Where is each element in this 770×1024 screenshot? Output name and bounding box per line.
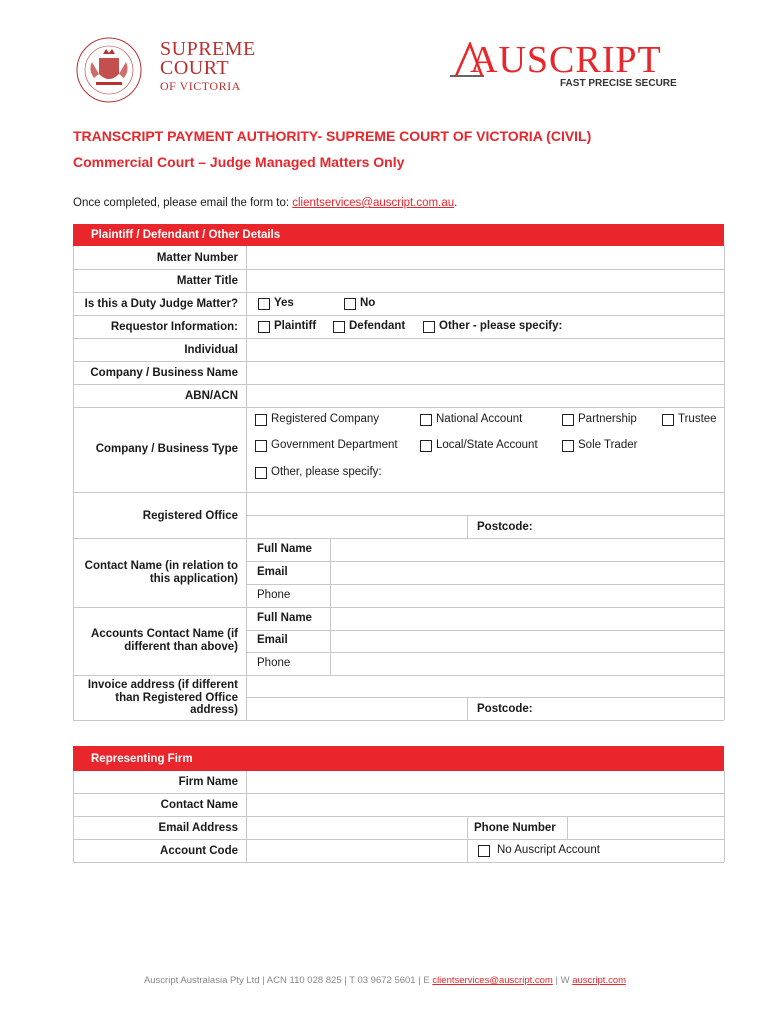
- requestor-label: Requestor Information:: [110, 321, 238, 333]
- accounts-email-label: Email: [257, 634, 288, 646]
- contact-name-label: [85, 560, 238, 586]
- supreme-court-seal-icon: [72, 36, 150, 104]
- registered-office-input[interactable]: [247, 493, 724, 515]
- page-subtitle: Commercial Court – Judge Managed Matters Only: [73, 154, 405, 170]
- individual-input[interactable]: [247, 339, 724, 361]
- footer-website-link[interactable]: auscript.com: [572, 975, 627, 986]
- auscript-tagline: FAST PRECISE SECURE: [560, 78, 677, 89]
- government-department-checkbox[interactable]: [255, 440, 267, 452]
- contact-name-label-line2: this application): [149, 573, 238, 585]
- invoice-postcode-label: Postcode:: [477, 703, 533, 715]
- court-name-logo: [160, 40, 256, 94]
- court-name-line2: COURT: [160, 57, 230, 79]
- page-title: TRANSCRIPT PAYMENT AUTHORITY- SUPREME COURT OF VICTORIA (CIVIL): [73, 128, 592, 144]
- table-bottom-border: [73, 720, 724, 721]
- company-name-label: Company / Business Name: [90, 367, 238, 379]
- other-type-input[interactable]: [400, 462, 724, 484]
- accounts-contact-label-line2: different than above): [124, 641, 238, 653]
- postcode-divider: [467, 697, 468, 720]
- company-name-input[interactable]: [247, 362, 724, 384]
- sole-trader-label: Sole Trader: [578, 439, 638, 451]
- defendant-checkbox[interactable]: [333, 321, 345, 333]
- invoice-address-label: [88, 679, 238, 717]
- duty-judge-no-checkbox[interactable]: [344, 298, 356, 310]
- other-type-checkbox[interactable]: [255, 467, 267, 479]
- label-column-divider: [246, 246, 247, 720]
- trustee-checkbox[interactable]: [662, 414, 674, 426]
- section-header-parties-label: Plaintiff / Defendant / Other Details: [91, 229, 281, 241]
- defendant-label: Defendant: [349, 320, 406, 332]
- duty-judge-yes-label: Yes: [274, 297, 294, 309]
- registered-office-postcode-label: Postcode:: [477, 521, 533, 533]
- table2-bottom-border: [73, 862, 724, 863]
- firm-name-input[interactable]: [247, 772, 724, 793]
- invoice-postcode-input[interactable]: [540, 698, 724, 720]
- individual-label: Individual: [184, 344, 238, 356]
- intro-text: [73, 197, 457, 209]
- national-account-label: National Account: [436, 413, 523, 425]
- other-type-label: Other, please specify:: [271, 466, 382, 478]
- row-divider: [73, 407, 724, 408]
- matter-number-input[interactable]: [247, 247, 724, 269]
- table-right-border: [724, 246, 725, 720]
- invoice-address-label-line1: Invoice address (if different: [87, 679, 238, 691]
- duty-judge-no-label: No: [360, 297, 376, 309]
- auscript-logo: [448, 38, 688, 94]
- registered-office-label: Registered Office: [142, 510, 238, 522]
- matter-title-label: Matter Title: [176, 275, 238, 287]
- footer-separator: | W: [552, 975, 573, 986]
- abn-label: ABN/ACN: [184, 390, 238, 402]
- court-name-line1: SUPREME: [160, 38, 256, 60]
- sole-trader-checkbox[interactable]: [562, 440, 574, 452]
- partnership-checkbox[interactable]: [562, 414, 574, 426]
- registered-office-postcode-input[interactable]: [540, 516, 724, 538]
- accounts-contact-label-line1: Accounts Contact Name (if: [91, 628, 238, 640]
- section-header-firm: [73, 746, 724, 771]
- account-code-input[interactable]: [247, 840, 467, 862]
- intro-email-link[interactable]: clientservices@auscript.com.au: [292, 197, 455, 209]
- table-left-border: [73, 246, 74, 720]
- duty-judge-yes-checkbox[interactable]: [258, 298, 270, 310]
- court-name-line3: OF VICTORIA: [160, 79, 241, 93]
- government-department-label: Government Department: [271, 439, 398, 451]
- firm-contact-name-label: Contact Name: [160, 799, 238, 811]
- invoice-address-label-line2: than Registered Office: [115, 691, 238, 704]
- no-account-checkbox[interactable]: [478, 845, 490, 857]
- abn-input[interactable]: [247, 385, 724, 407]
- national-account-checkbox[interactable]: [420, 414, 432, 426]
- contact-phone-input[interactable]: [331, 585, 724, 607]
- firm-email-label: Email Address: [158, 822, 238, 834]
- accounts-full-name-input[interactable]: [331, 608, 724, 630]
- plaintiff-label: Plaintiff: [274, 320, 317, 332]
- company-type-label: Company / Business Type: [95, 443, 238, 455]
- accounts-phone-label: Phone: [257, 657, 291, 669]
- duty-judge-label: Is this a Duty Judge Matter?: [84, 298, 238, 310]
- matter-number-label: Matter Number: [156, 252, 238, 264]
- other-requestor-checkbox[interactable]: [423, 321, 435, 333]
- intro-text-lead: Once completed, please email the form to:: [73, 197, 293, 209]
- footer: [0, 975, 770, 986]
- account-code-label: Account Code: [160, 845, 238, 857]
- accounts-contact-label: [91, 628, 238, 654]
- accounts-phone-input[interactable]: [331, 653, 724, 675]
- other-requestor-label: Other - please specify:: [439, 320, 563, 332]
- auscript-wordmark: AUSCRIPT: [470, 39, 662, 81]
- section-header-parties: [73, 224, 724, 246]
- contact-full-name-input[interactable]: [331, 539, 724, 561]
- registered-company-checkbox[interactable]: [255, 414, 267, 426]
- section-header-firm-label: Representing Firm: [91, 753, 193, 765]
- partnership-label: Partnership: [578, 413, 637, 425]
- table2-right-border: [724, 771, 725, 862]
- contact-email-label: Email: [257, 566, 288, 578]
- invoice-address-input[interactable]: [247, 676, 724, 697]
- plaintiff-checkbox[interactable]: [258, 321, 270, 333]
- intro-text-end: .: [454, 197, 458, 209]
- invoice-address-label-line3: address): [190, 704, 238, 716]
- firm-email-input[interactable]: [247, 817, 467, 839]
- contact-email-input[interactable]: [331, 562, 724, 584]
- accounts-full-name-label: Full Name: [257, 612, 312, 624]
- contact-phone-label: Phone: [257, 589, 291, 601]
- firm-phone-input[interactable]: [568, 817, 724, 839]
- registered-company-label: Registered Company: [271, 413, 380, 425]
- matter-title-input[interactable]: [247, 270, 724, 292]
- trustee-label: Trustee: [678, 413, 717, 425]
- local-state-account-label: Local/State Account: [436, 439, 538, 451]
- no-account-label: No Auscript Account: [497, 844, 600, 856]
- firm-phone-label: Phone Number: [474, 822, 556, 834]
- footer-email-link[interactable]: clientservices@auscript.com: [432, 975, 553, 986]
- accounts-email-input[interactable]: [331, 631, 724, 652]
- contact-full-name-label: Full Name: [257, 543, 312, 555]
- row-divider: [73, 292, 724, 293]
- postcode-divider: [467, 515, 468, 538]
- firm-name-label: Firm Name: [178, 776, 238, 788]
- footer-text: Auscript Australasia Pty Ltd | ACN 110 028 825 | T 03 9672 5601 | E: [143, 975, 433, 986]
- other-requestor-input[interactable]: [570, 316, 724, 338]
- contact-name-label-line1: Contact Name (in relation to: [84, 560, 238, 572]
- phone-divider: [467, 816, 468, 862]
- firm-contact-name-input[interactable]: [247, 794, 724, 816]
- local-state-account-checkbox[interactable]: [420, 440, 432, 452]
